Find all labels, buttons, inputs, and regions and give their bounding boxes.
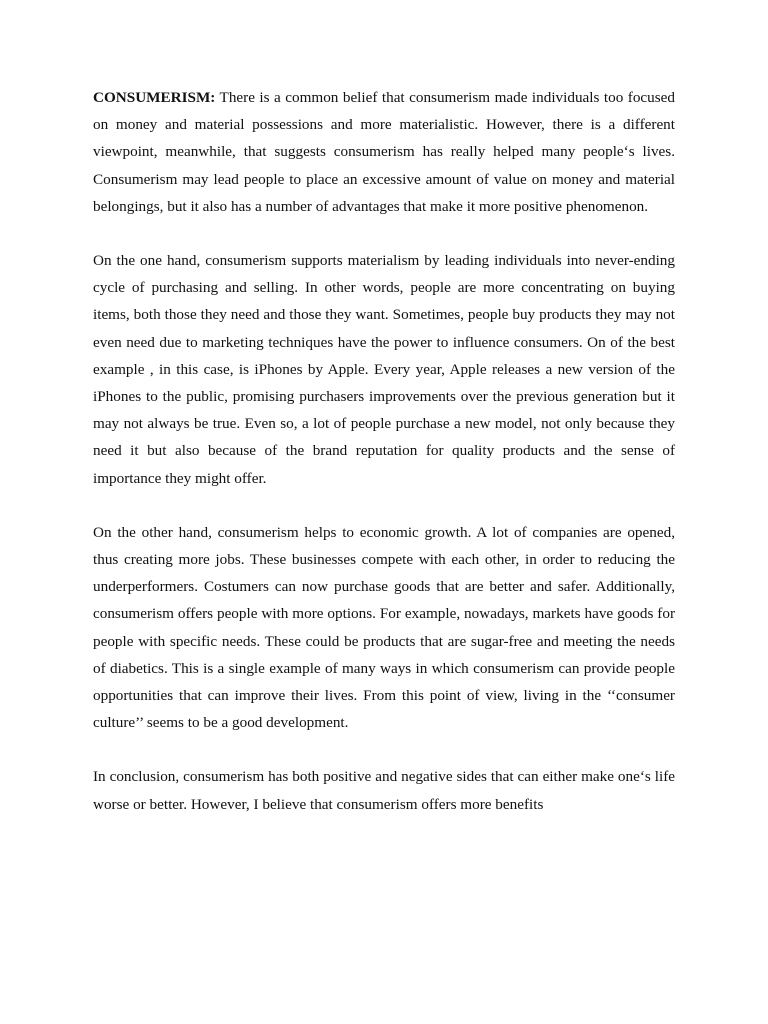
paragraph-intro-text: There is a common belief that consumerism made individuals too focused on money and material possessions and more materialistic. However, there is a different viewpoint, meanwhile, that suggests consumerism has really helped many people‘s lives. Consumerism may lead people to place an excessive amount of value on money and material belongings, but it also has a number of advantages that make it more positive phenomenon. xyxy=(93,89,675,215)
document-page xyxy=(93,84,675,818)
paragraph-intro xyxy=(93,84,675,220)
heading-term: CONSUMERISM: xyxy=(93,89,216,106)
paragraph-other-hand: On the other hand, consumerism helps to economic growth. A lot of companies are opened, thus creating more jobs. These businesses compete with each other, in order to reducing the underperformers. Costumers can now purchase goods that are better and safer. Additionally, consumerism offers people with more options. For example, nowadays, markets have goods for people with specific needs. These could be products that are sugar-free and meeting the needs of diabetics. This is a single example of many ways in which consumerism can provide people opportunities that can improve their lives. From this point of view, living in the ‘‘consumer culture’’ seems to be a good development. xyxy=(93,523,675,732)
paragraph-conclusion: In conclusion, consumerism has both positive and negative sides that can either make one‘s life worse or better. However, I believe that consumerism offers more benefits xyxy=(93,768,675,813)
paragraph-one-hand: On the one hand, consumerism supports materialism by leading individuals into never-ending cycle of purchasing and selling. In other words, people are more concentrating on buying items, both those they need and those they want. Sometimes, people buy products they may not even need due to marketing techniques have the power to influence consumers. On of the best example , in this case, is iPhones by Apple. Every year, Apple releases a new version of the iPhones to the public, promising purchasers improvements over the previous generation but it may not always be true. Even so, a lot of people purchase a new model, not only because they need it but also because of the brand reputation for quality products and the sense of importance they might offer. xyxy=(93,252,675,487)
